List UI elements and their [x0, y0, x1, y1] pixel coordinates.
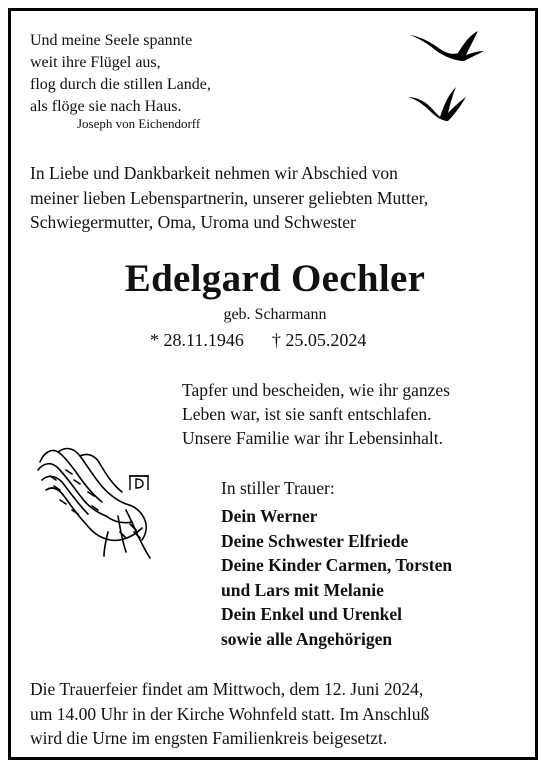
intro-line: Schwiegermutter, Oma, Uroma und Schwester [30, 212, 356, 232]
poem-line: flog durch die stillen Lande, [30, 76, 211, 93]
birds-icon [400, 25, 500, 135]
mourner: sowie alle Angehörigen [221, 628, 393, 649]
poem-author: Joseph von Eichendorff [77, 116, 201, 131]
mourner: Deine Kinder Carmen, Torsten [221, 555, 453, 575]
poem [30, 30, 211, 118]
durer-monogram-icon [128, 473, 150, 491]
maiden-name: geb. Scharmann [223, 306, 327, 323]
mourners-list [221, 504, 452, 651]
intro-text [30, 161, 428, 235]
mourning-label: In stiller Trauer: [221, 478, 335, 498]
birth-date: * 28.11.1946 [150, 330, 244, 350]
tribute-line: Unsere Familie war ihr Lebensinhalt. [182, 428, 443, 448]
service-line: um 14.00 Uhr in der Kirche Wohnfeld statt. Im Anschluß [30, 703, 430, 724]
mourner: Deine Schwester Elfriede [221, 530, 409, 551]
mourner: Dein Enkel und Urenkel [221, 604, 403, 624]
intro-line: In Liebe und Dankbarkeit nehmen wir Abschied von [30, 163, 398, 183]
poem-line: als flöge sie nach Haus. [30, 98, 182, 115]
service-line: wird die Urne im engsten Familienkreis beigesetzt. [30, 728, 388, 748]
deceased-name: Edelgard Oechler [124, 257, 426, 300]
service-line: Die Trauerfeier findet am Mittwoch, dem 12. Juni 2024, [30, 679, 424, 699]
death-date: † 25.05.2024 [271, 330, 367, 350]
service-info [30, 677, 429, 751]
poem-line: weit ihre Flügel aus, [30, 54, 161, 71]
mourner: Dein Werner [221, 506, 318, 526]
intro-line: meiner lieben Lebenspartnerin, unserer geliebten Mutter, [30, 187, 429, 208]
poem-line: Und meine Seele spannte [30, 32, 193, 49]
tribute-text [182, 378, 450, 450]
tribute-line: Leben war, ist sie sanft entschlafen. [182, 404, 432, 424]
tribute-line: Tapfer und bescheiden, wie ihr ganzes [182, 380, 450, 400]
praying-hands-icon [30, 440, 170, 560]
life-dates [150, 330, 366, 351]
mourner: und Lars mit Melanie [221, 579, 384, 600]
